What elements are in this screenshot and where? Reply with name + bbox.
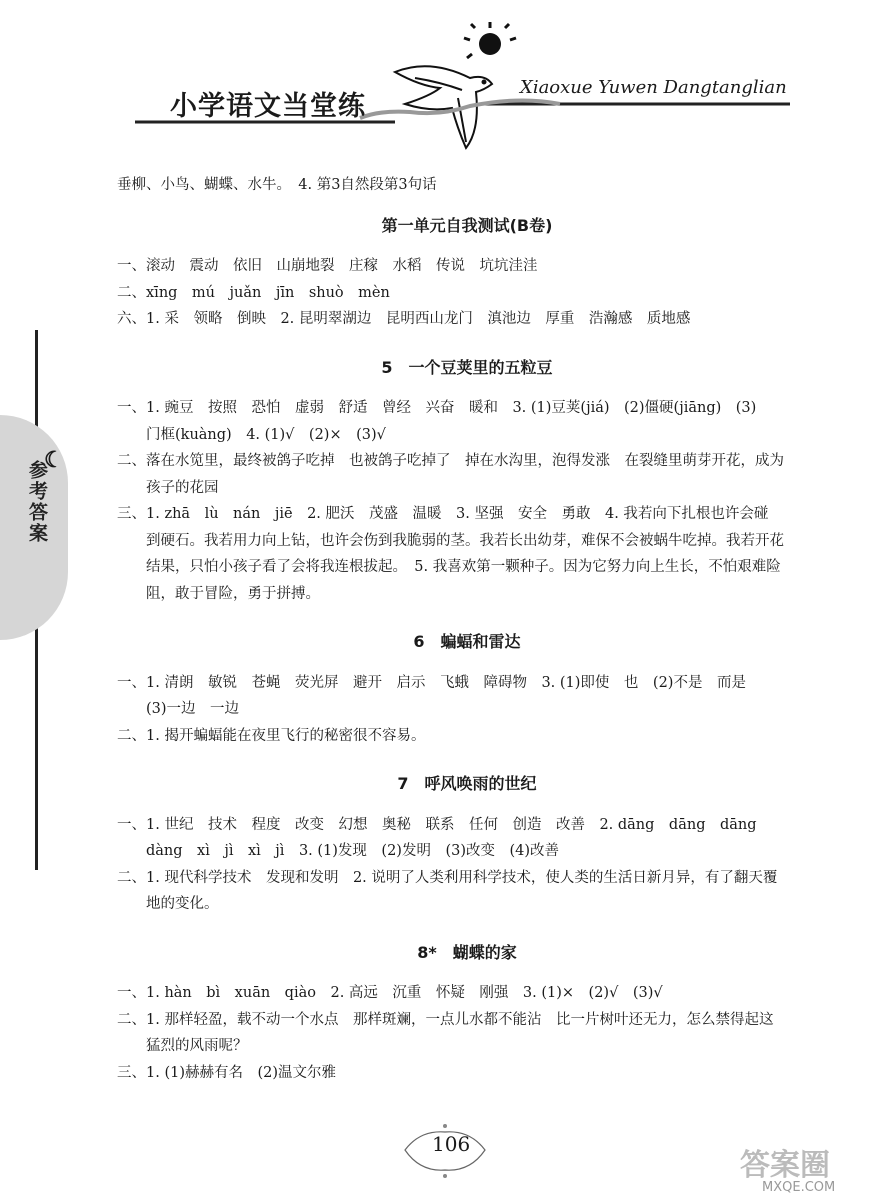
watermark-url: MXQE.COM <box>762 1180 836 1195</box>
top-line: 垂柳、小鸟、蝴蝶、水牛。 4. 第3自然段第3句话 <box>117 177 437 193</box>
section-title: 7 呼风唤雨的世纪 <box>397 774 537 793</box>
answer-line: 二、落在水笕里，最终被鸽子吃掉 也被鸽子吃掉了 掉在水沟里，泡得发涨 在裂缝里萌芽开花，成为 <box>117 453 784 469</box>
crescent-icon: ☾ <box>44 447 64 473</box>
page-number: 106 <box>432 1132 471 1156</box>
answer-line: dàng xì jì xì jì 3. (1)发现 (2)发明 (3)改变 (4)改善 <box>146 843 560 859</box>
answer-line: 结果，只怕小孩子看了会将我连根拔起。 5. 我喜欢第一颗种子。因为它努力向上生长，不怕艰难险 <box>146 559 781 575</box>
header-decoration <box>0 0 873 150</box>
sun-icon <box>479 33 501 55</box>
section-title: 8* 蝴蝶的家 <box>417 942 517 962</box>
answer-line: 一、1. 世纪 技术 程度 改变 幻想 奥秘 联系 任何 创造 改善 2. dāng dāng dāng <box>117 816 757 833</box>
answer-line: 一、1. hàn bì xuān qiào 2. 高远 沉重 怀疑 刚强 3. (1)× (2)√ (3)√ <box>117 985 663 1001</box>
answer-line: 阻，敢于冒险，勇于拼搏。 <box>146 585 320 602</box>
section-title: 6 蝙蝠和雷达 <box>413 632 521 651</box>
answer-key-label: 参考答案 <box>26 460 48 544</box>
answer-line: 二、1. 现代科学技术 发现和发明 2. 说明了人类利用科学技术，使人类的生活日新月异，有了翻天覆 <box>117 869 778 886</box>
dove-icon <box>395 66 492 148</box>
answer-line: 一、1. 豌豆 按照 恐怕 虚弱 舒适 曾经 兴奋 暖和 3. (1)豆荚(jiá) (2)僵硬(jiāng) (3) <box>117 400 757 416</box>
answer-line: 三、1. zhā lù nán jiē 2. 肥沃 茂盛 温暖 3. 坚强 安全 勇敢 4. 我若向下扎根也许会碰 <box>117 506 769 522</box>
answer-line: (3)一边 一边 <box>146 701 240 717</box>
answer-content <box>117 172 817 1086</box>
answer-line: 六、1. 采 领略 倒映 2. 昆明翠湖边 昆明西山龙门 滇池边 厚重 浩瀚感 质地感 <box>117 311 691 327</box>
section-title: 5 一个豆荚里的五粒豆 <box>381 357 553 377</box>
header-title: 小学语文当堂练 <box>170 91 366 122</box>
answer-line: 三、1. (1)赫赫有名 (2)温文尔雅 <box>117 1064 337 1081</box>
page-header <box>0 0 873 150</box>
answer-line: 一、1. 清朗 敏锐 苍蝇 荧光屏 避开 启示 飞蛾 障碍物 3. (1)即使 也 (2)不是 而是 <box>117 674 746 691</box>
answer-line: 到硬石。我若用力向上钻，也许会伤到我脆弱的茎。我若长出幼芽，难保不会被蜗牛吃掉。我若开花 <box>146 532 784 549</box>
answer-line: 门框(kuàng) 4. (1)√ (2)× (3)√ <box>146 426 386 443</box>
answer-line: 二、1. 揭开蝙蝠能在夜里飞行的秘密很不容易。 <box>117 727 426 744</box>
section-title: 第一单元自我测试(B卷) <box>381 215 553 235</box>
header-title-pinyin: Xiaoxue Yuwen Dangtanglian <box>520 77 787 98</box>
answer-line: 二、1. 那样轻盈，载不动一个水点 那样斑斓，一点儿水都不能沾 比一片树叶还无力，怎么禁得起这 <box>117 1011 774 1028</box>
answer-line: 猛烈的风雨呢？ <box>146 1038 248 1054</box>
answer-line: 二、xīng mú juǎn jīn shuò mèn <box>117 284 390 301</box>
watermark-logo: 答案圈 <box>740 1148 830 1183</box>
answer-line: 孩子的花园 <box>146 479 219 496</box>
answer-line: 一、滚动 震动 依旧 山崩地裂 庄稼 水稻 传说 坑坑洼洼 <box>117 258 538 274</box>
answer-line: 地的变化。 <box>146 896 219 912</box>
